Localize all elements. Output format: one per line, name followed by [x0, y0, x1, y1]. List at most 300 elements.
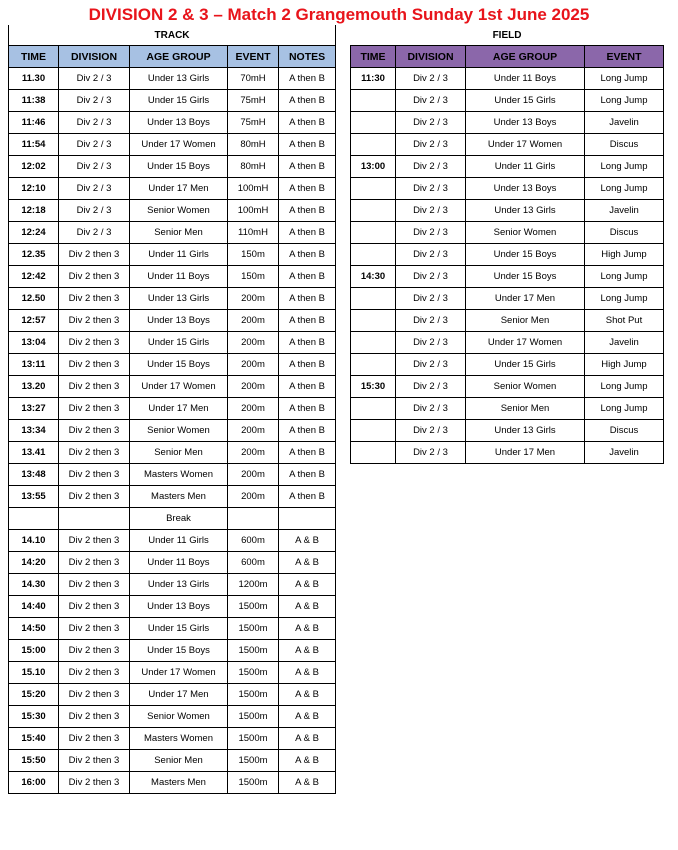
track-table-row: [9, 376, 336, 398]
track-cell-notes: A then B: [279, 266, 336, 288]
track-cell-age-group: Senior Men: [130, 442, 228, 464]
field-cell-division: Div 2 / 3: [396, 420, 466, 442]
track-cell-age-group: Under 11 Girls: [130, 530, 228, 552]
field-table-row: [351, 244, 664, 266]
field-cell-time: [351, 288, 396, 310]
track-cell-notes: A then B: [279, 332, 336, 354]
track-cell-event: 600m: [228, 552, 279, 574]
track-cell-time: 13:27: [9, 398, 59, 420]
track-cell-age-group: Under 11 Girls: [130, 244, 228, 266]
track-table-row: [9, 398, 336, 420]
field-cell-time: [351, 310, 396, 332]
track-cell-event: 80mH: [228, 156, 279, 178]
track-cell-time: 14:40: [9, 596, 59, 618]
track-cell-notes: A & B: [279, 662, 336, 684]
track-cell-time: 12.50: [9, 288, 59, 310]
field-header-row: [351, 46, 664, 68]
track-cell-event: 200m: [228, 310, 279, 332]
field-cell-division: Div 2 / 3: [396, 288, 466, 310]
field-schedule-table: [350, 25, 664, 464]
track-cell-notes: A then B: [279, 68, 336, 90]
track-cell-notes: A & B: [279, 750, 336, 772]
track-cell-notes: A then B: [279, 178, 336, 200]
field-cell-division: Div 2 / 3: [396, 156, 466, 178]
field-cell-division: Div 2 / 3: [396, 332, 466, 354]
field-cell-event: Long Jump: [585, 178, 664, 200]
track-cell-time: 15:40: [9, 728, 59, 750]
field-cell-time: 11:30: [351, 68, 396, 90]
track-cell-division: Div 2 then 3: [59, 684, 130, 706]
track-cell-event: 1500m: [228, 772, 279, 794]
field-cell-division: Div 2 / 3: [396, 244, 466, 266]
track-cell-notes: A then B: [279, 112, 336, 134]
track-cell-event: 1500m: [228, 750, 279, 772]
field-cell-event: Javelin: [585, 442, 664, 464]
field-cell-age-group: Under 11 Girls: [466, 156, 585, 178]
field-cell-time: [351, 178, 396, 200]
track-col-event: EVENT: [228, 46, 279, 68]
track-cell-age-group: Under 17 Men: [130, 178, 228, 200]
track-cell-time: 12:24: [9, 222, 59, 244]
field-table-row: [351, 288, 664, 310]
track-table-row: [9, 596, 336, 618]
track-table-row: [9, 90, 336, 112]
track-cell-time: 13.20: [9, 376, 59, 398]
field-table-row: [351, 178, 664, 200]
track-table-row: [9, 310, 336, 332]
field-cell-event: Long Jump: [585, 90, 664, 112]
track-cell-notes: A then B: [279, 134, 336, 156]
track-cell-age-group: Under 13 Boys: [130, 112, 228, 134]
page-title: DIVISION 2 & 3 – Match 2 Grangemouth Sunday 1st June 2025: [88, 5, 590, 24]
track-cell-division: Div 2 then 3: [59, 706, 130, 728]
field-table-row: [351, 420, 664, 442]
field-cell-time: [351, 112, 396, 134]
field-table-row: [351, 354, 664, 376]
field-table-row: [351, 68, 664, 90]
track-cell-age-group: Under 17 Men: [130, 398, 228, 420]
field-cell-time: [351, 90, 396, 112]
track-cell-event: 600m: [228, 530, 279, 552]
track-table-row: [9, 706, 336, 728]
field-table-row: [351, 134, 664, 156]
track-table-row: [9, 354, 336, 376]
track-cell-division: Div 2 then 3: [59, 332, 130, 354]
track-cell-age-group: Under 11 Boys: [130, 266, 228, 288]
track-cell-time: 12:57: [9, 310, 59, 332]
track-col-notes: NOTES: [279, 46, 336, 68]
track-cell-notes: A & B: [279, 574, 336, 596]
field-table-row: [351, 90, 664, 112]
field-cell-age-group: Under 13 Boys: [466, 112, 585, 134]
track-cell-age-group: Break: [130, 508, 228, 530]
track-cell-age-group: Senior Women: [130, 420, 228, 442]
track-table-row: [9, 112, 336, 134]
track-cell-event: 100mH: [228, 200, 279, 222]
track-cell-notes: A then B: [279, 420, 336, 442]
field-cell-division: Div 2 / 3: [396, 376, 466, 398]
track-cell-division: Div 2 / 3: [59, 90, 130, 112]
track-cell-time: [9, 508, 59, 530]
track-cell-event: [228, 508, 279, 530]
track-cell-time: 11.30: [9, 68, 59, 90]
field-cell-time: 14:30: [351, 266, 396, 288]
field-table-row: [351, 222, 664, 244]
track-cell-division: Div 2 then 3: [59, 266, 130, 288]
field-col-division: DIVISION: [396, 46, 466, 68]
track-cell-event: 200m: [228, 442, 279, 464]
field-cell-age-group: Under 17 Men: [466, 442, 585, 464]
track-cell-age-group: Under 13 Girls: [130, 574, 228, 596]
field-table-row: [351, 156, 664, 178]
track-cell-time: 12:10: [9, 178, 59, 200]
field-table-row: [351, 310, 664, 332]
track-schedule-table: [8, 25, 336, 794]
track-cell-division: Div 2 then 3: [59, 662, 130, 684]
track-cell-age-group: Under 13 Girls: [130, 288, 228, 310]
field-table-row: [351, 442, 664, 464]
field-cell-age-group: Under 15 Girls: [466, 90, 585, 112]
track-table-row: [9, 288, 336, 310]
field-cell-event: Shot Put: [585, 310, 664, 332]
track-cell-event: 150m: [228, 266, 279, 288]
track-cell-age-group: Under 15 Boys: [130, 354, 228, 376]
track-cell-age-group: Under 17 Men: [130, 684, 228, 706]
field-cell-age-group: Under 15 Boys: [466, 266, 585, 288]
field-cell-division: Div 2 / 3: [396, 178, 466, 200]
track-cell-notes: A then B: [279, 156, 336, 178]
track-cell-event: 75mH: [228, 90, 279, 112]
track-cell-event: 110mH: [228, 222, 279, 244]
track-cell-age-group: Under 13 Boys: [130, 310, 228, 332]
field-heading: FIELD: [492, 29, 522, 41]
field-cell-time: [351, 442, 396, 464]
track-table-row: [9, 750, 336, 772]
track-cell-event: 200m: [228, 354, 279, 376]
track-cell-time: 12.35: [9, 244, 59, 266]
track-cell-division: Div 2 / 3: [59, 156, 130, 178]
track-cell-time: 14.30: [9, 574, 59, 596]
field-table-row: [351, 112, 664, 134]
track-cell-event: 1500m: [228, 618, 279, 640]
track-cell-division: Div 2 then 3: [59, 486, 130, 508]
field-table-row: [351, 376, 664, 398]
track-cell-time: 12:42: [9, 266, 59, 288]
track-cell-age-group: Under 13 Girls: [130, 68, 228, 90]
track-cell-time: 13:04: [9, 332, 59, 354]
track-section-row: [9, 25, 336, 46]
track-cell-notes: A & B: [279, 728, 336, 750]
track-cell-event: 200m: [228, 464, 279, 486]
track-col-division: DIVISION: [59, 46, 130, 68]
track-cell-age-group: Under 13 Boys: [130, 596, 228, 618]
track-cell-notes: A & B: [279, 640, 336, 662]
track-cell-time: 13:48: [9, 464, 59, 486]
field-cell-age-group: Under 17 Women: [466, 332, 585, 354]
track-table-row: [9, 552, 336, 574]
track-cell-time: 13.41: [9, 442, 59, 464]
field-cell-age-group: Senior Men: [466, 398, 585, 420]
track-cell-division: Div 2 then 3: [59, 772, 130, 794]
track-cell-event: 75mH: [228, 112, 279, 134]
track-cell-time: 15:50: [9, 750, 59, 772]
field-cell-age-group: Under 13 Girls: [466, 200, 585, 222]
track-cell-time: 11:38: [9, 90, 59, 112]
track-cell-event: 1500m: [228, 684, 279, 706]
track-table-row: [9, 244, 336, 266]
track-cell-time: 14:20: [9, 552, 59, 574]
track-cell-division: Div 2 / 3: [59, 112, 130, 134]
track-table-row: [9, 530, 336, 552]
field-table-row: [351, 398, 664, 420]
field-cell-event: High Jump: [585, 354, 664, 376]
field-section-row: [351, 25, 664, 46]
field-cell-division: Div 2 / 3: [396, 442, 466, 464]
track-cell-age-group: Senior Men: [130, 750, 228, 772]
field-table-row: [351, 200, 664, 222]
track-cell-division: Div 2 then 3: [59, 596, 130, 618]
field-cell-time: [351, 244, 396, 266]
track-table-row: [9, 442, 336, 464]
track-table-row: [9, 662, 336, 684]
track-cell-event: 1500m: [228, 706, 279, 728]
track-cell-division: Div 2 / 3: [59, 222, 130, 244]
track-cell-event: 1200m: [228, 574, 279, 596]
track-cell-time: 12:02: [9, 156, 59, 178]
field-cell-time: 13:00: [351, 156, 396, 178]
track-cell-division: Div 2 then 3: [59, 288, 130, 310]
track-cell-time: 13:55: [9, 486, 59, 508]
track-cell-event: 200m: [228, 398, 279, 420]
field-table-body: [351, 25, 664, 464]
field-cell-event: Discus: [585, 222, 664, 244]
track-cell-notes: A then B: [279, 354, 336, 376]
field-cell-division: Div 2 / 3: [396, 112, 466, 134]
track-cell-event: 1500m: [228, 728, 279, 750]
field-cell-time: [351, 354, 396, 376]
track-table-row: [9, 486, 336, 508]
field-cell-time: 15:30: [351, 376, 396, 398]
track-cell-age-group: Under 15 Girls: [130, 90, 228, 112]
track-cell-division: Div 2 then 3: [59, 750, 130, 772]
field-cell-age-group: Senior Men: [466, 310, 585, 332]
track-cell-notes: A then B: [279, 376, 336, 398]
field-table-row: [351, 332, 664, 354]
track-cell-time: 11:54: [9, 134, 59, 156]
track-cell-notes: A then B: [279, 244, 336, 266]
field-cell-age-group: Under 11 Boys: [466, 68, 585, 90]
field-cell-event: Discus: [585, 420, 664, 442]
field-cell-time: [351, 134, 396, 156]
track-cell-notes: A then B: [279, 288, 336, 310]
field-cell-event: Javelin: [585, 112, 664, 134]
field-cell-event: High Jump: [585, 244, 664, 266]
track-table-row: [9, 68, 336, 90]
track-table-row: [9, 156, 336, 178]
field-cell-age-group: Under 15 Girls: [466, 354, 585, 376]
field-cell-division: Div 2 / 3: [396, 222, 466, 244]
track-cell-division: Div 2 then 3: [59, 618, 130, 640]
track-cell-time: 14:50: [9, 618, 59, 640]
track-cell-event: 1500m: [228, 596, 279, 618]
field-col-event: EVENT: [585, 46, 664, 68]
field-cell-division: Div 2 / 3: [396, 134, 466, 156]
track-cell-division: Div 2 then 3: [59, 530, 130, 552]
track-cell-time: 15.10: [9, 662, 59, 684]
track-cell-notes: A & B: [279, 706, 336, 728]
track-table-row: [9, 200, 336, 222]
field-cell-division: Div 2 / 3: [396, 310, 466, 332]
track-cell-event: 70mH: [228, 68, 279, 90]
track-table-row: [9, 574, 336, 596]
track-cell-age-group: Under 17 Women: [130, 376, 228, 398]
track-heading: TRACK: [9, 25, 336, 46]
track-table-row: [9, 618, 336, 640]
field-cell-event: Javelin: [585, 332, 664, 354]
track-cell-division: Div 2 then 3: [59, 728, 130, 750]
track-cell-age-group: Under 17 Women: [130, 134, 228, 156]
track-cell-notes: A & B: [279, 618, 336, 640]
track-cell-division: Div 2 then 3: [59, 354, 130, 376]
track-cell-notes: A then B: [279, 398, 336, 420]
field-cell-division: Div 2 / 3: [396, 200, 466, 222]
field-cell-age-group: Under 17 Women: [466, 134, 585, 156]
field-cell-time: [351, 420, 396, 442]
track-cell-age-group: Masters Men: [130, 772, 228, 794]
field-cell-time: [351, 398, 396, 420]
track-cell-notes: A & B: [279, 772, 336, 794]
track-cell-age-group: Under 15 Boys: [130, 156, 228, 178]
track-cell-time: 11:46: [9, 112, 59, 134]
field-cell-division: Div 2 / 3: [396, 68, 466, 90]
track-table-row: [9, 464, 336, 486]
track-cell-division: Div 2 / 3: [59, 134, 130, 156]
track-cell-time: 15:20: [9, 684, 59, 706]
track-table-row: [9, 134, 336, 156]
field-col-age-group: AGE GROUP: [466, 46, 585, 68]
field-cell-event: Discus: [585, 134, 664, 156]
track-cell-division: Div 2 / 3: [59, 200, 130, 222]
field-cell-division: Div 2 / 3: [396, 90, 466, 112]
track-header-row: [9, 46, 336, 68]
field-cell-event: Long Jump: [585, 288, 664, 310]
track-table-row: [9, 728, 336, 750]
track-cell-age-group: Senior Women: [130, 706, 228, 728]
track-cell-notes: A then B: [279, 486, 336, 508]
track-col-time: TIME: [9, 46, 59, 68]
track-cell-notes: A & B: [279, 596, 336, 618]
track-col-age-group: AGE GROUP: [130, 46, 228, 68]
track-cell-age-group: Under 15 Girls: [130, 332, 228, 354]
field-cell-age-group: Senior Women: [466, 222, 585, 244]
track-cell-division: Div 2 then 3: [59, 640, 130, 662]
track-cell-division: Div 2 then 3: [59, 244, 130, 266]
track-cell-event: 200m: [228, 420, 279, 442]
field-col-time: TIME: [351, 46, 396, 68]
field-cell-age-group: Senior Women: [466, 376, 585, 398]
track-cell-division: [59, 508, 130, 530]
field-cell-age-group: Under 13 Girls: [466, 420, 585, 442]
track-cell-notes: A & B: [279, 530, 336, 552]
field-cell-event: Long Jump: [585, 376, 664, 398]
track-cell-age-group: Under 17 Women: [130, 662, 228, 684]
track-cell-division: Div 2 then 3: [59, 442, 130, 464]
track-cell-division: Div 2 then 3: [59, 398, 130, 420]
track-cell-division: Div 2 / 3: [59, 178, 130, 200]
track-table-row: [9, 178, 336, 200]
track-cell-notes: A then B: [279, 90, 336, 112]
track-cell-age-group: Senior Women: [130, 200, 228, 222]
track-cell-time: 15:00: [9, 640, 59, 662]
track-cell-age-group: Under 15 Boys: [130, 640, 228, 662]
track-cell-time: 12:18: [9, 200, 59, 222]
field-cell-division: Div 2 / 3: [396, 266, 466, 288]
field-cell-event: Long Jump: [585, 266, 664, 288]
track-cell-event: 200m: [228, 288, 279, 310]
track-cell-notes: A then B: [279, 310, 336, 332]
track-cell-event: 1500m: [228, 662, 279, 684]
track-cell-division: Div 2 then 3: [59, 376, 130, 398]
track-table-body: [9, 25, 336, 794]
track-cell-division: Div 2 / 3: [59, 68, 130, 90]
track-cell-time: 13:34: [9, 420, 59, 442]
field-cell-time: [351, 332, 396, 354]
track-cell-age-group: Masters Men: [130, 486, 228, 508]
track-table-row: [9, 222, 336, 244]
track-cell-age-group: Senior Men: [130, 222, 228, 244]
track-cell-notes: A & B: [279, 552, 336, 574]
field-cell-division: Div 2 / 3: [396, 354, 466, 376]
track-cell-event: 200m: [228, 486, 279, 508]
track-cell-event: 200m: [228, 376, 279, 398]
field-cell-event: Long Jump: [585, 156, 664, 178]
track-cell-event: 80mH: [228, 134, 279, 156]
track-cell-division: Div 2 then 3: [59, 420, 130, 442]
track-cell-age-group: Under 11 Boys: [130, 552, 228, 574]
track-cell-time: 13:11: [9, 354, 59, 376]
track-table-row: [9, 266, 336, 288]
track-table-row: [9, 684, 336, 706]
track-cell-age-group: Masters Women: [130, 464, 228, 486]
field-cell-age-group: Under 17 Men: [466, 288, 585, 310]
track-table-row: [9, 772, 336, 794]
track-table-row: [9, 420, 336, 442]
field-cell-time: [351, 222, 396, 244]
field-cell-age-group: Under 15 Boys: [466, 244, 585, 266]
field-cell-time: [351, 200, 396, 222]
field-cell-event: Javelin: [585, 200, 664, 222]
track-cell-notes: A then B: [279, 464, 336, 486]
track-cell-notes: A then B: [279, 222, 336, 244]
field-cell-division: Div 2 / 3: [396, 398, 466, 420]
field-cell-age-group: Under 13 Boys: [466, 178, 585, 200]
track-cell-event: 200m: [228, 332, 279, 354]
track-cell-time: 16:00: [9, 772, 59, 794]
track-cell-time: 14.10: [9, 530, 59, 552]
track-cell-division: Div 2 then 3: [59, 552, 130, 574]
track-cell-notes: A & B: [279, 684, 336, 706]
track-cell-event: 1500m: [228, 640, 279, 662]
track-table-row: [9, 508, 336, 530]
field-cell-event: Long Jump: [585, 68, 664, 90]
track-table-row: [9, 332, 336, 354]
field-cell-event: Long Jump: [585, 398, 664, 420]
track-cell-notes: A then B: [279, 442, 336, 464]
track-cell-event: 100mH: [228, 178, 279, 200]
track-cell-age-group: Under 15 Girls: [130, 618, 228, 640]
track-cell-age-group: Masters Women: [130, 728, 228, 750]
track-cell-division: Div 2 then 3: [59, 310, 130, 332]
